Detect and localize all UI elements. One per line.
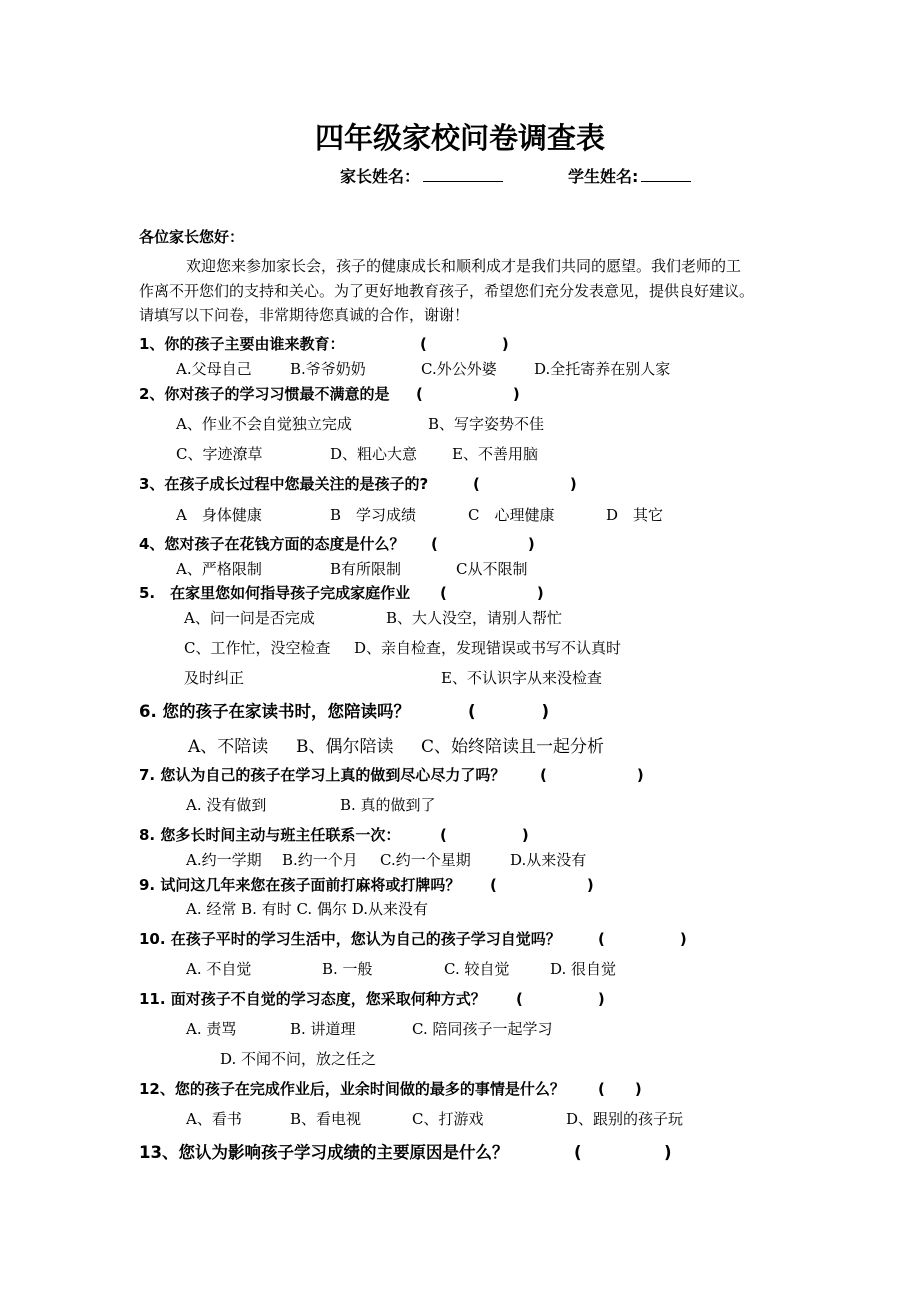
option[interactable]: D、亲自检查，发现错误或书写不认真时 bbox=[354, 639, 622, 657]
student-name-blank[interactable] bbox=[641, 164, 691, 183]
option[interactable]: B、大人没空，请别人帮忙 bbox=[386, 609, 563, 627]
option[interactable]: C. 较自觉 bbox=[444, 960, 510, 978]
option[interactable]: C、工作忙，没空检查 bbox=[184, 639, 331, 657]
question-5: 5. 在家里您如何指导孩子完成家庭作业 bbox=[139, 584, 411, 602]
option[interactable]: D 其它 bbox=[606, 506, 664, 524]
greeting: 各位家长您好： bbox=[139, 228, 245, 246]
option[interactable]: B. 讲道理 bbox=[290, 1020, 356, 1038]
option[interactable]: B. 真的做到了 bbox=[340, 796, 436, 814]
option[interactable]: A.父母自己 bbox=[176, 360, 252, 378]
question-3: 3、在孩子成长过程中您最关注的是孩子的? bbox=[139, 475, 429, 493]
answer-blank-5[interactable]: ( ) bbox=[440, 584, 544, 602]
option[interactable]: A、作业不会自觉独立完成 bbox=[176, 415, 352, 433]
answer-blank-8[interactable]: ( ) bbox=[440, 826, 529, 844]
option[interactable]: B、看电视 bbox=[290, 1110, 362, 1128]
answer-blank-12[interactable]: ( ) bbox=[598, 1080, 642, 1098]
option[interactable]: E、不善用脑 bbox=[452, 445, 538, 463]
answer-blank-13[interactable]: ( ) bbox=[574, 1143, 672, 1162]
intro-line: 作离不开您们的支持和关心。为了更好地教育孩子，希望您们充分发表意见，提供良好建议。 bbox=[139, 282, 755, 300]
option[interactable]: A. 不自觉 bbox=[186, 960, 252, 978]
answer-blank-6[interactable]: ( ) bbox=[468, 702, 550, 721]
answer-blank-4[interactable]: ( ) bbox=[431, 535, 535, 553]
option[interactable]: A、问一问是否完成 bbox=[184, 609, 315, 627]
question-10: 10. 在孩子平时的学习生活中，您认为自己的孩子学习自觉吗？ bbox=[139, 930, 561, 948]
option[interactable]: D、粗心大意 bbox=[330, 445, 418, 463]
option[interactable]: C 心理健康 bbox=[468, 506, 555, 524]
option[interactable]: C从不限制 bbox=[456, 560, 528, 578]
question-9: 9. 试问这几年来您在孩子面前打麻将或打牌吗？ bbox=[139, 876, 461, 894]
intro-line: 欢迎您来参加家长会，孩子的健康成长和顺利成才是我们共同的愿望。我们老师的工 bbox=[186, 257, 742, 275]
answer-blank-11[interactable]: ( ) bbox=[516, 990, 605, 1008]
question-13: 13、您认为影响孩子学习成绩的主要原因是什么？ bbox=[139, 1143, 509, 1162]
question-11: 11. 面对孩子不自觉的学习态度，您采取何种方式？ bbox=[139, 990, 486, 1008]
option[interactable]: D. 很自觉 bbox=[550, 960, 617, 978]
option[interactable]: A、看书 bbox=[186, 1110, 242, 1128]
answer-blank-1[interactable]: ( ) bbox=[420, 335, 509, 353]
option[interactable]: C.约一个星期 bbox=[380, 851, 471, 869]
option[interactable]: C、打游戏 bbox=[412, 1110, 484, 1128]
answer-blank-10[interactable]: ( ) bbox=[598, 930, 687, 948]
parent-name-label: 家长姓名： bbox=[340, 167, 421, 186]
option[interactable]: B、写字姿势不佳 bbox=[428, 415, 545, 433]
option[interactable]: A.约一学期 bbox=[186, 851, 262, 869]
page-title: 四年级家校问卷调查表 bbox=[314, 121, 605, 155]
option[interactable]: B. 一般 bbox=[322, 960, 373, 978]
question-1: 1、你的孩子主要由谁来教育： bbox=[139, 335, 345, 353]
option[interactable]: B、偶尔陪读 bbox=[296, 737, 394, 757]
intro-line: 请填写以下问卷，非常期待您真诚的合作，谢谢！ bbox=[139, 306, 470, 324]
option[interactable]: D、跟别的孩子玩 bbox=[566, 1110, 684, 1128]
option[interactable]: B.约一个月 bbox=[282, 851, 358, 869]
question-12: 12、您的孩子在完成作业后，业余时间做的最多的事情是什么？ bbox=[139, 1080, 565, 1098]
answer-blank-3[interactable]: ( ) bbox=[473, 475, 577, 493]
question-6: 6. 您的孩子在家读书时，您陪读吗？ bbox=[139, 702, 410, 721]
option[interactable]: E、不认识字从来没检查 bbox=[441, 669, 602, 687]
option[interactable]: A. 责骂 bbox=[186, 1020, 237, 1038]
option[interactable]: A、严格限制 bbox=[176, 560, 262, 578]
option[interactable]: C.外公外婆 bbox=[421, 360, 497, 378]
answer-blank-7[interactable]: ( ) bbox=[540, 766, 644, 784]
student-name-label: 学生姓名: bbox=[568, 167, 639, 186]
option[interactable]: A. 没有做到 bbox=[186, 796, 267, 814]
option[interactable]: D. 不闻不问，放之任之 bbox=[220, 1050, 377, 1068]
option[interactable]: C、始终陪读且一起分析 bbox=[421, 737, 605, 757]
option[interactable]: D.从来没有 bbox=[510, 851, 587, 869]
option[interactable]: B.爷爷奶奶 bbox=[290, 360, 366, 378]
question-7: 7. 您认为自己的孩子在学习上真的做到尽心尽力了吗？ bbox=[139, 766, 506, 784]
option-continuation: 及时纠正 bbox=[184, 669, 245, 687]
answer-blank-2[interactable]: ( ) bbox=[416, 385, 520, 403]
option[interactable]: A、不陪读 bbox=[188, 737, 269, 757]
question-8: 8. 您多长时间主动与班主任联系一次： bbox=[139, 826, 401, 844]
option[interactable]: B有所限制 bbox=[330, 560, 402, 578]
option[interactable]: D.全托寄养在别人家 bbox=[534, 360, 671, 378]
question-2: 2、你对孩子的学习习惯最不满意的是 bbox=[139, 385, 390, 403]
option[interactable]: C. 陪同孩子一起学习 bbox=[412, 1020, 553, 1038]
option[interactable]: C、字迹潦草 bbox=[176, 445, 263, 463]
parent-name-blank[interactable] bbox=[423, 164, 503, 183]
option[interactable]: A 身体健康 bbox=[176, 506, 262, 524]
answer-blank-9[interactable]: ( ) bbox=[490, 876, 594, 894]
option[interactable]: B 学习成绩 bbox=[330, 506, 417, 524]
option[interactable]: A. 经常 B. 有时 C. 偶尔 D.从来没有 bbox=[186, 900, 428, 918]
question-4: 4、您对孩子在花钱方面的态度是什么？ bbox=[139, 535, 405, 553]
